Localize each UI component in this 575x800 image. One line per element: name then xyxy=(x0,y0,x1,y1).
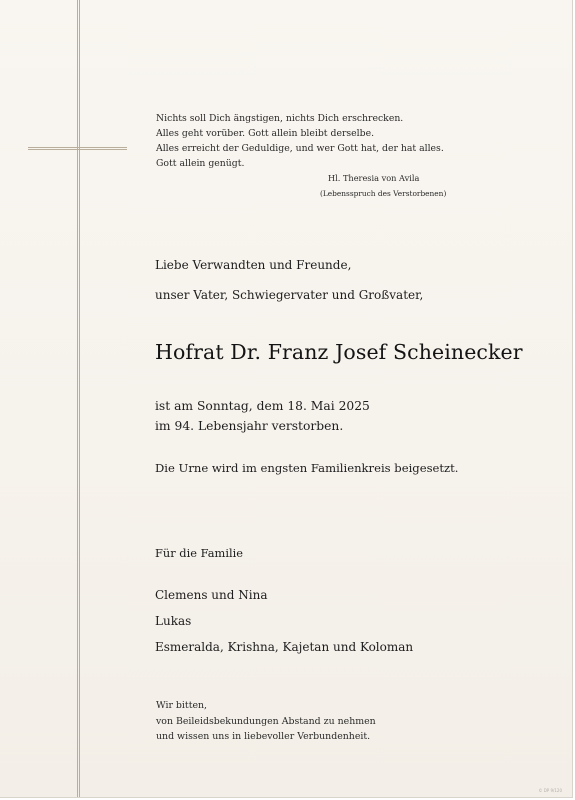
death-date-line: ist am Sonntag, dem 18. Mai 2025 xyxy=(155,399,370,413)
quote-note: (Lebensspruch des Verstorbenen) xyxy=(320,189,447,198)
quote-line: Alles geht vorüber. Gott allein bleibt derselbe. xyxy=(156,128,375,139)
greeting: Liebe Verwandten und Freunde, xyxy=(155,258,352,272)
family-member-line: Clemens und Nina xyxy=(155,588,268,602)
closing-line: Wir bitten, xyxy=(156,700,208,711)
family-label: Für die Familie xyxy=(155,546,243,560)
family-member-line: Esmeralda, Krishna, Kajetan und Koloman xyxy=(155,640,414,654)
urn-notice: Die Urne wird im engsten Familienkreis beigesetzt. xyxy=(155,461,459,475)
closing-line: von Beileidsbekundungen Abstand zu nehmen xyxy=(156,715,376,727)
cross-vertical-bar xyxy=(77,0,80,797)
closing-block xyxy=(156,698,376,745)
quote-block xyxy=(156,111,444,171)
deceased-name: Hofrat Dr. Franz Josef Scheinecker xyxy=(155,340,523,364)
family-member-line: Lukas xyxy=(155,614,192,628)
quote-line: Alles erreicht der Geduldige, und wer Gott hat, der hat alles. xyxy=(156,143,444,154)
death-age-line: im 94. Lebensjahr verstorben. xyxy=(155,419,344,433)
closing-line: und wissen uns in liebevoller Verbundenheit. xyxy=(156,731,371,742)
quote-line: Nichts soll Dich ängstigen, nichts Dich erschrecken. xyxy=(156,113,404,124)
quote-line: Gott allein genügt. xyxy=(156,158,245,169)
print-code: © DP 9/120 xyxy=(538,788,562,793)
cross-horizontal-bar xyxy=(28,147,127,150)
quote-author: Hl. Theresia von Avila xyxy=(328,173,420,183)
relation-line: unser Vater, Schwiegervater und Großvater, xyxy=(155,288,424,302)
